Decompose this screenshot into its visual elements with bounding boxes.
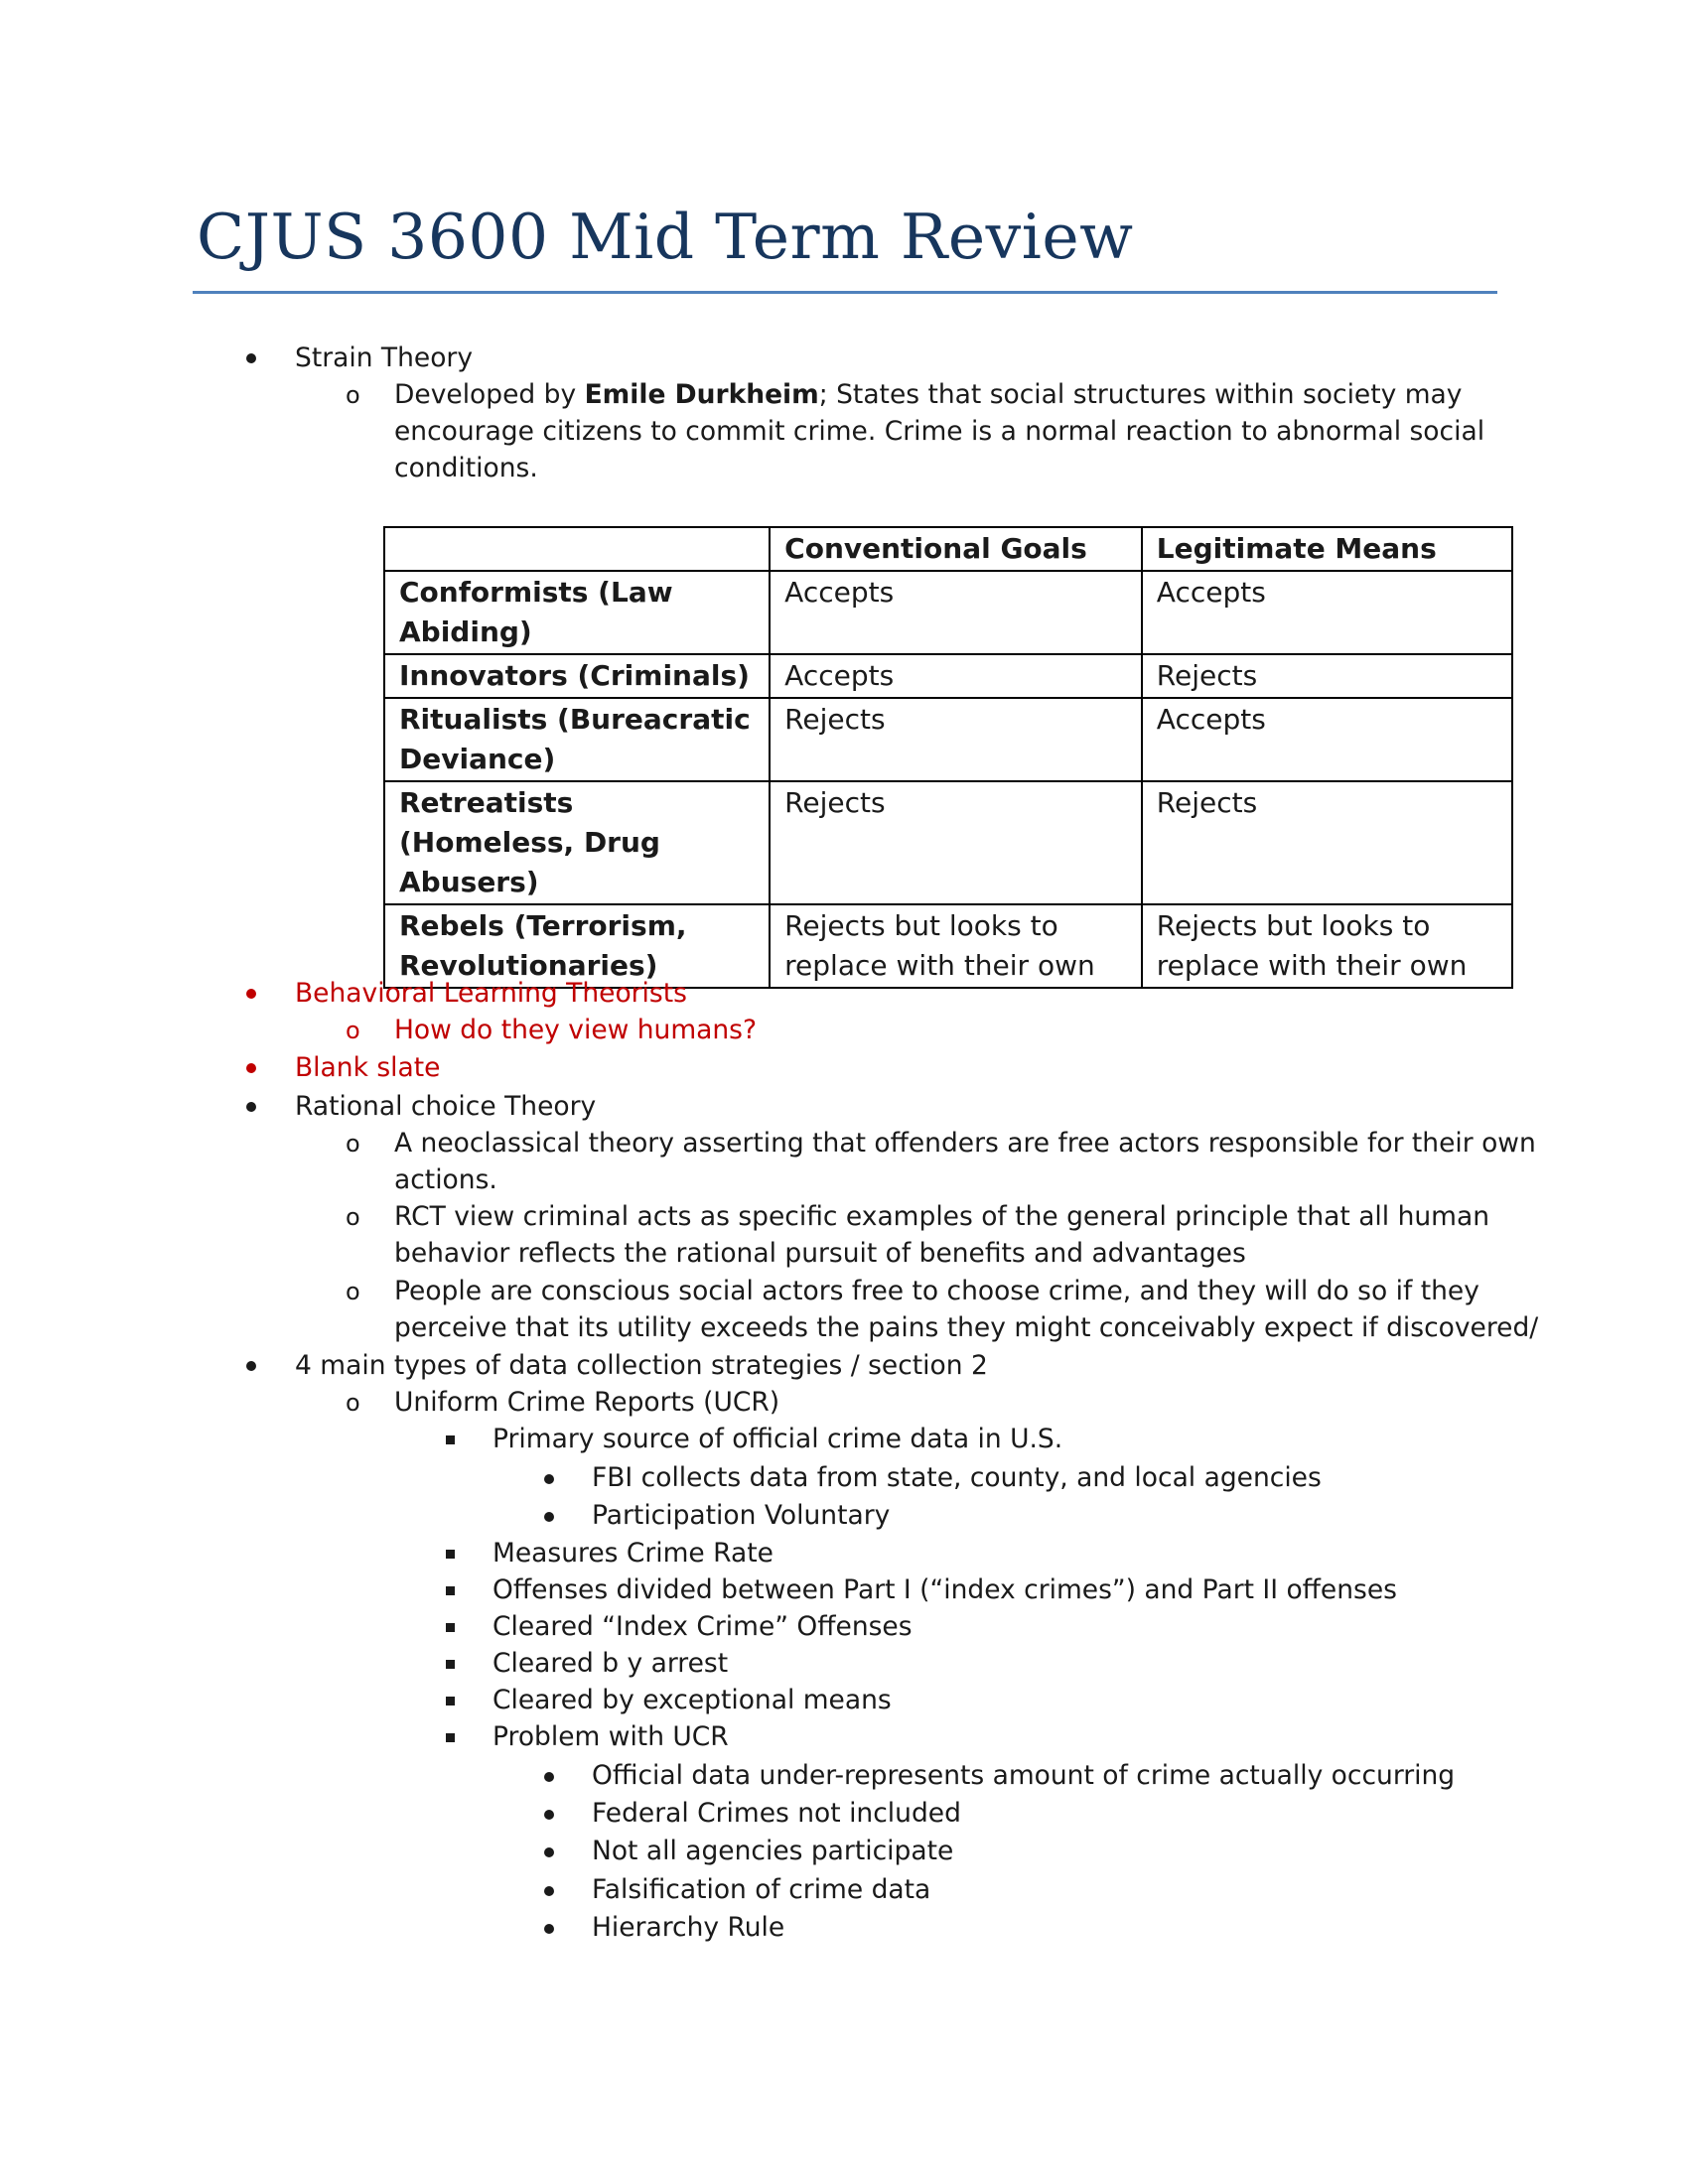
square-bullet-icon <box>446 1697 455 1706</box>
table-cell-goals: Rejects but looks to replace with their own <box>770 904 1142 988</box>
ucr-measures: Measures Crime Rate <box>492 1538 774 1569</box>
ucr-fbi: FBI collects data from state, county, and local agencies <box>592 1462 1322 1493</box>
table-cell-means: Accepts <box>1142 571 1512 654</box>
table-row <box>384 654 1512 698</box>
bullet-icon <box>544 1810 554 1820</box>
ucr-cleared-index: Cleared “Index Crime” Offenses <box>492 1611 913 1642</box>
square-bullet-icon <box>446 1550 455 1559</box>
rational-point2-line1: RCT view criminal acts as specific examples of the general principle that all human <box>394 1201 1490 1232</box>
rational-point1-line1: A neoclassical theory asserting that offenders are free actors responsible for their own <box>394 1128 1536 1159</box>
circle-bullet-icon: o <box>346 1389 360 1417</box>
bullet-icon <box>246 1063 256 1073</box>
square-bullet-icon <box>446 1623 455 1632</box>
rational-point3-line1: People are conscious social actors free to choose crime, and they will do so if they <box>394 1276 1479 1306</box>
strain-heading: Strain Theory <box>295 342 474 373</box>
bullet-icon <box>544 1474 554 1484</box>
ucr-problem-item: Official data under-represents amount of crime actually occurring <box>592 1760 1456 1791</box>
rational-point1-line2: actions. <box>394 1164 497 1195</box>
circle-bullet-icon: o <box>346 1278 360 1305</box>
behavioral-heading: Behavioral Learning Theorists <box>295 978 687 1009</box>
circle-bullet-icon: o <box>346 1017 360 1044</box>
rational-point2-line2: behavior reflects the rational pursuit of benefits and advantages <box>394 1238 1246 1269</box>
bullet-icon <box>246 989 256 999</box>
ucr-problem-heading: Problem with UCR <box>492 1721 729 1752</box>
strain-description-line2: encourage citizens to commit crime. Crime is a normal reaction to abnormal social <box>394 416 1485 447</box>
table-row-type: Ritualists (Bureacratic Deviance) <box>384 698 770 781</box>
page-title: CJUS 3600 Mid Term Review <box>197 201 1134 273</box>
strain-description-line1: Developed by Emile Durkheim; States that social structures within society may <box>394 379 1463 410</box>
bullet-icon <box>246 1361 256 1371</box>
table-cell-means: Rejects but looks to replace with their own <box>1142 904 1512 988</box>
table-cell-goals: Rejects <box>770 781 1142 904</box>
table-cell-means: Accepts <box>1142 698 1512 781</box>
strain-description-line3: conditions. <box>394 453 538 483</box>
square-bullet-icon <box>446 1435 455 1444</box>
ucr-offenses: Offenses divided between Part I (“index crimes”) and Part II offenses <box>492 1574 1397 1605</box>
table-row <box>384 698 1512 781</box>
table-header-row <box>384 527 1512 571</box>
data-collection-heading: 4 main types of data collection strategies / section 2 <box>295 1350 988 1381</box>
bullet-icon <box>544 1886 554 1896</box>
ucr-primary: Primary source of official crime data in U.S. <box>492 1424 1063 1454</box>
circle-bullet-icon: o <box>346 1203 360 1231</box>
ucr-voluntary: Participation Voluntary <box>592 1500 891 1531</box>
bullet-icon <box>544 1512 554 1522</box>
bullet-icon <box>246 1102 256 1112</box>
square-bullet-icon <box>446 1660 455 1669</box>
circle-bullet-icon: o <box>346 381 360 409</box>
table-row <box>384 571 1512 654</box>
durkheim-name: Emile Durkheim <box>584 379 819 410</box>
ucr-heading: Uniform Crime Reports (UCR) <box>394 1387 780 1418</box>
table-row-type: Retreatists (Homeless, Drug Abusers) <box>384 781 770 904</box>
table-cell-means: Rejects <box>1142 654 1512 698</box>
table-cell-goals: Rejects <box>770 698 1142 781</box>
table-cell-goals: Accepts <box>770 654 1142 698</box>
table-row-type: Conformists (Law Abiding) <box>384 571 770 654</box>
behavioral-answer: Blank slate <box>295 1052 441 1083</box>
square-bullet-icon <box>446 1586 455 1595</box>
table-row <box>384 781 1512 904</box>
rational-point3-line2: perceive that its utility exceeds the pains they might conceivably expect if discovered/ <box>394 1312 1539 1343</box>
ucr-problem-item: Hierarchy Rule <box>592 1912 785 1943</box>
square-bullet-icon <box>446 1733 455 1742</box>
ucr-cleared-exceptional: Cleared by exceptional means <box>492 1685 892 1715</box>
rational-heading: Rational choice Theory <box>295 1091 597 1122</box>
bullet-icon <box>544 1847 554 1857</box>
table-header-cell <box>384 527 770 571</box>
table-header-cell: Conventional Goals <box>770 527 1142 571</box>
bullet-icon <box>544 1772 554 1782</box>
ucr-cleared-arrest: Cleared b y arrest <box>492 1648 729 1679</box>
bullet-icon <box>544 1924 554 1934</box>
table-header-cell: Legitimate Means <box>1142 527 1512 571</box>
circle-bullet-icon: o <box>346 1130 360 1158</box>
table-cell-means: Rejects <box>1142 781 1512 904</box>
table-row-type: Innovators (Criminals) <box>384 654 770 698</box>
table-row-type: Rebels (Terrorism, Revolutionaries) <box>384 904 770 988</box>
bullet-icon <box>246 353 256 363</box>
title-divider <box>193 291 1497 294</box>
ucr-problem-item: Falsification of crime data <box>592 1874 931 1905</box>
ucr-problem-item: Not all agencies participate <box>592 1836 954 1866</box>
table-cell-goals: Accepts <box>770 571 1142 654</box>
strain-typology-table <box>383 526 1513 989</box>
behavioral-question: How do they view humans? <box>394 1015 758 1045</box>
ucr-problem-item: Federal Crimes not included <box>592 1798 961 1829</box>
